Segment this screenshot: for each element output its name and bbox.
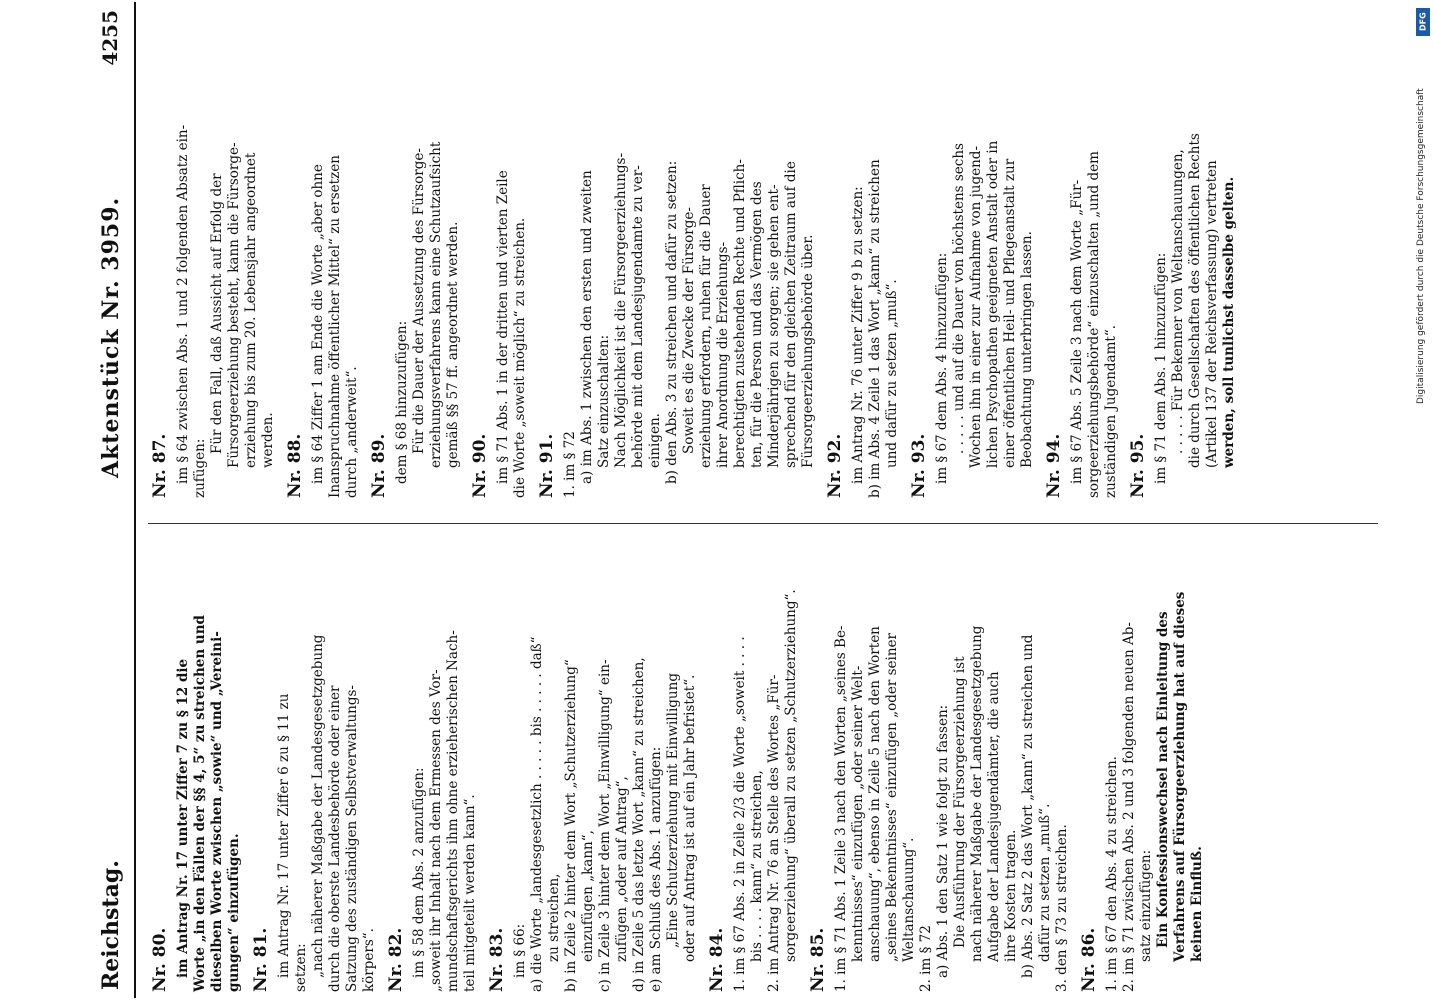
text-line: anschauung“, ebenso in Zeile 5 nach den Worten bbox=[867, 626, 883, 962]
text-line: Satz einzuschalten: bbox=[596, 334, 612, 468]
text-line: „seines Bekenntnisses“ einzufügen „oder seiner bbox=[884, 633, 900, 962]
header-left: Reichstag. bbox=[98, 860, 124, 990]
dfg-logo: DFG bbox=[1416, 8, 1430, 36]
text-line: Inanspruchnahme öffentlicher Mittel“ zu ersetzen bbox=[327, 155, 343, 498]
text-line: 1. im § 72 bbox=[562, 431, 578, 498]
text-line: satz einzufügen: bbox=[1138, 849, 1154, 962]
item-nr89 bbox=[371, 46, 462, 498]
text-line: b) in Zeile 2 hinter dem Wort „Schutzerziehung“ bbox=[563, 659, 579, 992]
item-title: Nr. 86. bbox=[1079, 927, 1099, 992]
text-line: im § 71 Abs. 1 in der dritten und vierten Zeile bbox=[495, 170, 511, 484]
item-title: Nr. 85. bbox=[808, 927, 828, 992]
text-line: zuständigen Jugendamt“. bbox=[1103, 324, 1119, 498]
text-line: im § 66: bbox=[512, 923, 528, 978]
text-line: Für den Fall, daß Aussicht auf Erfolg der bbox=[209, 173, 225, 454]
text-line: erziehung erfordern, ruhen für die Dauer bbox=[698, 184, 714, 468]
text-line: 1. im § 67 Abs. 2 in Zeile 2/3 die Worte „soweit . . . . bbox=[732, 636, 748, 992]
text-line: einigen. bbox=[647, 413, 663, 468]
item-nr90 bbox=[472, 46, 529, 498]
text-line: Ein Konfessionswechsel nach Einleitung des bbox=[1155, 611, 1171, 948]
text-line: im § 58 dem Abs. 2 anzufügen: bbox=[411, 767, 427, 978]
left-column bbox=[148, 540, 1388, 992]
text-line: Soweit es die Zwecke der Fürsorge- bbox=[681, 207, 697, 454]
text-line: 2. im Antrag Nr. 76 an Stelle des Wortes „Für- bbox=[766, 674, 782, 992]
item-title: Nr. 87. bbox=[150, 433, 170, 498]
item-nr94 bbox=[1046, 46, 1120, 498]
text-line: e) am Schluß des Abs. 1 anzufügen: bbox=[648, 746, 664, 992]
item-title: Nr. 95. bbox=[1128, 433, 1148, 498]
text-line: einer öffentlichen Heil- und Pflegeanstalt zur bbox=[1002, 158, 1018, 468]
text-line: setzen: bbox=[293, 943, 309, 992]
item-title: Nr. 83. bbox=[487, 927, 507, 992]
text-line: die durch Gesellschaften des öffentlichen Rechts bbox=[1187, 133, 1203, 468]
text-line: im § 64 Ziffer 1 am Ende die Worte „aber ohne bbox=[310, 164, 326, 484]
text-line: dafür zu setzen „muß“. bbox=[1037, 803, 1053, 962]
text-line: erziehung bis zum 20. Lebensjahr angeordnet bbox=[243, 152, 259, 468]
text-line: „nach näherer Maßgabe der Landesgesetzgebung bbox=[310, 634, 326, 978]
text-line: Worte „in den Fällen der §§ 4, 5“ zu streichen und bbox=[192, 615, 208, 992]
item-nr85 bbox=[810, 540, 1071, 992]
text-line: im § 64 zwischen Abs. 1 und 2 folgenden Absatz ein- bbox=[175, 124, 191, 484]
text-line: 1. im § 67 den Abs. 4 zu streichen. bbox=[1104, 756, 1120, 992]
text-line: erziehungsverfahrens kann eine Schutzaufsicht bbox=[428, 141, 444, 468]
text-line: zu streichen, bbox=[546, 873, 562, 962]
text-line: im Antrag Nr. 76 unter Ziffer 9 b zu setzen: bbox=[850, 186, 866, 484]
text-line: nach näherer Maßgabe der Landesgesetzgebung bbox=[969, 625, 985, 962]
text-line: Aufgabe der Landesjugendämter, die auch bbox=[986, 671, 1002, 962]
text-line: Weltanschauung“. bbox=[901, 837, 917, 962]
text-line: ihre Kosten tragen. bbox=[1003, 829, 1019, 962]
text-line: die Worte „soweit möglich“ zu streichen. bbox=[512, 217, 528, 498]
item-nr91 bbox=[539, 46, 817, 498]
text-line: keinen Einfluß. bbox=[1189, 846, 1205, 962]
text-line: Beobachtung unterbringen lassen. bbox=[1019, 231, 1035, 468]
text-line: teil mitgeteilt werden kann“. bbox=[462, 794, 478, 992]
text-line: Wochen ihn in einer zur Aufnahme von jugend- bbox=[968, 145, 984, 468]
text-line: und dafür zu setzen „muß“. bbox=[884, 279, 900, 468]
item-nr87 bbox=[152, 46, 277, 498]
text-line: c) in Zeile 3 hinter dem Wort „Einwilligung“ ein- bbox=[597, 659, 613, 992]
header-title: Aktenstück Nr. 3959. bbox=[98, 196, 124, 478]
text-line: Fürsorgeerziehung besteht, kann die Fürsorge- bbox=[226, 142, 242, 468]
text-line: ihrer Anordnung die Erziehungs- bbox=[715, 241, 731, 468]
text-line: mundschaftsgerichts ihm ohne erzieherischen Nach- bbox=[445, 630, 461, 992]
text-line: bis . . . . kann“ zu streichen, bbox=[749, 770, 765, 962]
column-divider bbox=[148, 523, 1378, 524]
item-nr93 bbox=[911, 46, 1036, 498]
text-line: sprechend für den gleichen Zeitraum auf die bbox=[783, 161, 799, 468]
item-nr84 bbox=[709, 540, 800, 992]
digitization-credit bbox=[1414, 8, 1432, 998]
text-line: zufügen „oder auf Antrag“, bbox=[614, 776, 630, 962]
text-line: „soweit ihr Inhalt nach dem Ermessen des Vor- bbox=[428, 669, 444, 992]
text-line: im § 67 dem Abs. 4 hinzuzufügen: bbox=[934, 252, 950, 484]
page-number: 4255 bbox=[98, 10, 122, 66]
item-nr83 bbox=[489, 540, 699, 992]
text-line: im Antrag Nr. 17 unter Ziffer 7 zu § 12 die bbox=[175, 658, 191, 978]
item-nr92 bbox=[827, 46, 901, 498]
text-line: durch „anderweit“. bbox=[344, 366, 360, 498]
text-line: dem § 68 hinzuzufügen: bbox=[394, 320, 410, 484]
item-title: Nr. 89. bbox=[369, 433, 389, 498]
text-line: werden. bbox=[260, 412, 276, 468]
text-line: 2. im § 71 zwischen Abs. 2 und 3 folgenden neuen Ab- bbox=[1121, 622, 1137, 992]
text-line: im Antrag Nr. 17 unter Ziffer 6 zu § 11 zu bbox=[276, 693, 292, 978]
item-nr95 bbox=[1130, 46, 1238, 498]
text-line: Satzung des zuständigen Selbstverwaltungs- bbox=[344, 685, 360, 992]
item-title: Nr. 90. bbox=[470, 433, 490, 498]
text-line: Verfahrens auf Fürsorgeerziehung hat auf dieses bbox=[1172, 591, 1188, 962]
text-line: im § 71 dem Abs. 1 hinzuzufügen: bbox=[1153, 252, 1169, 484]
item-title: Nr. 92. bbox=[825, 433, 845, 498]
text-line: durch die oberste Landesbehörde oder einer bbox=[327, 685, 343, 992]
item-nr82 bbox=[388, 540, 479, 992]
item-nr88 bbox=[287, 46, 361, 498]
text-line: b) den Abs. 3 zu streichen und dafür zu setzen: bbox=[664, 160, 680, 484]
text-line: zufügen: bbox=[192, 438, 208, 498]
item-title: Nr. 91. bbox=[537, 433, 557, 498]
text-line: 2. im § 72 bbox=[918, 925, 934, 992]
text-line: . . . . . und auf die Dauer von höchstens sechs bbox=[951, 143, 967, 454]
credit-text: Digitalisierung gefördert durch die Deutsche Forschungsgemeinschaft bbox=[1416, 88, 1426, 404]
text-line: werden, soll tunlichst dasselbe gelten. bbox=[1221, 176, 1237, 468]
text-line: ten, für die Person und das Vermögen des bbox=[749, 181, 765, 468]
text-line: behörde mit dem Landesjugendamte zu ver- bbox=[630, 165, 646, 468]
item-title: Nr. 80. bbox=[150, 927, 170, 992]
text-line: 3. den § 73 zu streichen. bbox=[1054, 824, 1070, 992]
text-line: a) Abs. 1 den Satz 1 wie folgt zu fassen: bbox=[935, 704, 951, 978]
text-line: sorgeerziehung“ überall zu setzen „Schutzerziehung“. bbox=[783, 589, 799, 962]
text-line: einzufügen „kann“, bbox=[580, 830, 596, 962]
text-line: b) Abs. 2 Satz 2 das Wort „kann“ zu streichen und bbox=[1020, 634, 1036, 978]
text-line: Die Ausführung der Fürsorgeerziehung ist bbox=[952, 656, 968, 948]
text-line: (Artikel 137 der Reichsverfassung) vertreten bbox=[1204, 160, 1220, 468]
text-line: im § 67 Abs. 5 Zeile 3 nach dem Worte „Für- bbox=[1069, 179, 1085, 484]
text-line: berechtigten zustehenden Rechte und Pflich- bbox=[732, 159, 748, 468]
text-line: „Eine Schutzerziehung mit Einwilligung bbox=[665, 673, 681, 948]
item-nr86 bbox=[1081, 540, 1206, 992]
text-line: lichen Psychopathen geeigneten Anstalt oder in bbox=[985, 140, 1001, 468]
item-title: Nr. 93. bbox=[909, 433, 929, 498]
text-line: 1. im § 71 Abs. 1 Zeile 3 nach den Worten „seines Be- bbox=[833, 625, 849, 992]
right-column bbox=[148, 46, 1388, 498]
text-line: kenntnisses“ einzufügen „oder seiner Welt- bbox=[850, 665, 866, 962]
text-line: Fürsorgeerziehungsbehörde über. bbox=[800, 234, 816, 468]
text-line: d) in Zeile 5 das letzte Wort „kann“ zu streichen, bbox=[631, 657, 647, 992]
item-title: Nr. 84. bbox=[707, 927, 727, 992]
text-line: Minderjährigen zu sorgen; sie gehen ent- bbox=[766, 184, 782, 468]
text-line: körpers“. bbox=[361, 928, 377, 992]
item-title: Nr. 82. bbox=[386, 927, 406, 992]
text-line: . . . . . Für Bekenner von Weltanschauungen, bbox=[1170, 149, 1186, 454]
scanned-page bbox=[60, 2, 1430, 998]
text-line: oder auf Antrag ist auf ein Jahr befristet“. bbox=[682, 674, 698, 962]
item-nr80 bbox=[152, 540, 243, 992]
page-header bbox=[98, 2, 136, 998]
text-line: Für die Dauer der Aussetzung des Fürsorge- bbox=[411, 148, 427, 454]
text-line: gemäß §§ 57 ff. angeordnet werden. bbox=[445, 221, 461, 468]
item-title: Nr. 88. bbox=[285, 433, 305, 498]
text-line: a) die Worte „landesgesetzlich . . . . . bis . . . . . daß“ bbox=[529, 636, 545, 992]
text-line: dieselben Worte zwischen „sowie“ und „Vereini- bbox=[209, 631, 225, 992]
text-line: sorgeerziehungsbehörde“ einzuschalten „und dem bbox=[1086, 151, 1102, 498]
text-line: Nach Möglichkeit ist die Fürsorgeerziehungs- bbox=[613, 152, 629, 468]
text-line: gungen“ einzufügen. bbox=[226, 833, 242, 992]
item-title: Nr. 94. bbox=[1044, 433, 1064, 498]
item-title: Nr. 81. bbox=[251, 927, 271, 992]
text-line: a) im Abs. 1 zwischen den ersten und zweiten bbox=[579, 170, 595, 484]
item-nr81 bbox=[253, 540, 378, 992]
text-line: b) im Abs. 4 Zeile 1 das Wort „kann“ zu streichen bbox=[867, 159, 883, 498]
